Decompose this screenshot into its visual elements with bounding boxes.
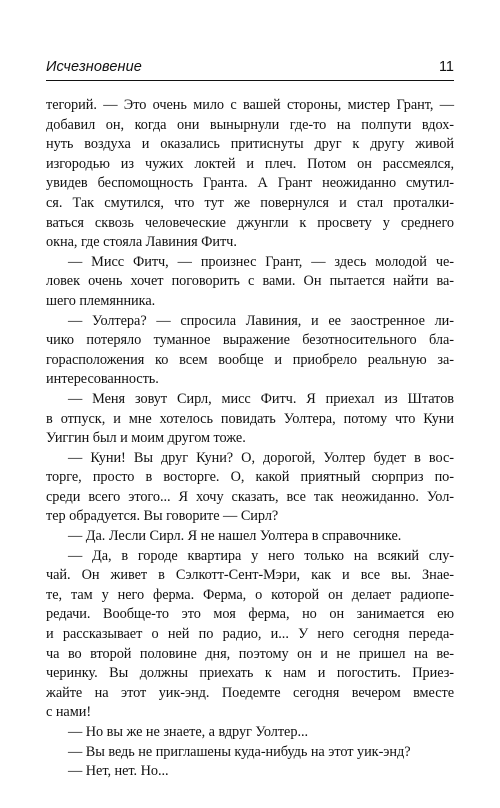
text-line: — Вы ведь не приглашены куда-нибудь на этот уик-энд? <box>68 743 411 760</box>
text-line: и рассказывает о ней по радио, и... У него сегодня переда- <box>46 626 454 643</box>
body-text <box>46 96 454 782</box>
text-line: чико потеряло туманное выражение безотносительного бла- <box>46 332 454 349</box>
running-header <box>46 58 454 78</box>
running-head-title: Исчезновение <box>46 59 142 75</box>
text-line: интересованность. <box>46 371 159 388</box>
text-line: — Нет, нет. Но... <box>68 763 169 780</box>
text-line: ваться сквозь человеческие джунгли к просвету у среднего <box>46 214 454 231</box>
text-line: — Меня зовут Сирл, мисс Фитч. Я приехал из Штатов <box>68 390 454 407</box>
text-line: те, там у него ферма. Ферма, о которой он делает радиопе- <box>46 586 454 603</box>
text-line: ся. Так смутился, что тут же повернулся и стал проталки- <box>46 194 454 211</box>
text-line: с нами! <box>46 704 92 721</box>
text-line: изгородью из чужих локтей и плеч. Потом он рассмеялся, <box>46 155 454 172</box>
text-line: — Но вы же не знаете, а вдруг Уолтер... <box>68 724 309 740</box>
text-line: окна, где стояла Лавиния Фитч. <box>46 234 237 251</box>
header-rule <box>46 80 454 81</box>
text-line: черинку. Вы должны приехать к нам и погостить. Приез- <box>46 665 454 682</box>
text-line: нуть воздуха и оказались притиснуты друг к другу живой <box>46 136 454 153</box>
text-line: — Куни! Вы друг Куни? О, дорогой, Уолтер будет в вос- <box>68 449 454 466</box>
text-line: редачи. Вообще-то это моя ферма, но он занимается ею <box>46 606 454 623</box>
text-line: торге, просто в восторге. О, какой приятный сюрприз по- <box>46 469 454 486</box>
text-line: — Да, в городе квартира у него только на всякий слу- <box>68 547 454 564</box>
text-line: тер обрадуется. Вы говорите — Сирл? <box>46 508 279 525</box>
text-line: Уиггин был и моим другом тоже. <box>46 430 246 447</box>
page-number: 11 <box>438 59 454 75</box>
text-line: шего племянника. <box>46 292 156 309</box>
text-line: ловек очень хочет поговорить с вами. Он пытается найти ва- <box>46 273 454 290</box>
text-line: добавил он, когда они вынырнули где-то на полпути вдох- <box>46 116 454 133</box>
text-line: — Да. Лесли Сирл. Я не нашел Уолтера в справочнике. <box>68 528 402 545</box>
text-line: тегорий. — Это очень мило с вашей стороны, мистер Грант, — <box>46 97 454 113</box>
text-line: — Уолтера? — спросила Лавиния, и ее заостренное ли- <box>68 312 454 329</box>
text-line: среди всего этого... Я хочу сказать, все так неожиданно. Уол- <box>46 488 454 505</box>
text-line: в отпуск, и мне хотелось повидать Уолтера, потому что Куни <box>46 410 454 427</box>
text-line: жайте на этот уик-энд. Поедемте сегодня вечером вместе <box>46 684 454 701</box>
text-line: горасположения ко всем вообще и приобрело реальную за- <box>46 351 454 368</box>
text-line: ча во второй половине дня, поэтому он и не пришел на ве- <box>46 645 454 662</box>
text-line: увидев беспомощность Гранта. А Грант неожиданно смутил- <box>46 175 454 192</box>
text-line: — Мисс Фитч, — произнес Грант, — здесь молодой че- <box>68 253 454 270</box>
text-line: чай. Он живет в Сэлкотт-Сент-Мэри, как и все вы. Знае- <box>46 567 454 584</box>
